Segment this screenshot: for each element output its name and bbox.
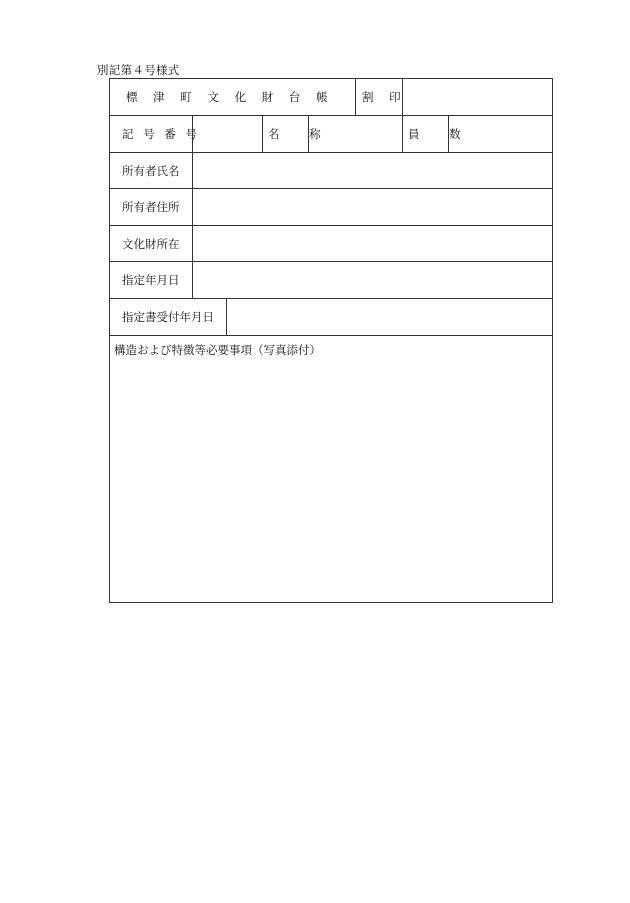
record-number-label: 記 号 番 号: [122, 127, 200, 141]
record-number-field[interactable]: [193, 116, 262, 150]
owner-address-label: 所有者住所: [122, 200, 180, 214]
seal-label: 割 印: [362, 90, 407, 104]
property-location-label: 文化財所在: [122, 237, 180, 251]
column-divider: [402, 115, 403, 152]
owner-name-label: 所有者氏名: [122, 164, 180, 178]
quantity-field[interactable]: [449, 116, 553, 150]
structure-notes-label: 構造および特徴等必要事項（写真添付）: [114, 343, 321, 357]
designation-date-field[interactable]: [193, 262, 553, 296]
name-label: 名 称: [268, 127, 334, 141]
column-divider: [262, 115, 263, 152]
seal-field[interactable]: [403, 80, 553, 114]
certificate-receipt-date-label: 指定書受付年月日: [122, 310, 214, 324]
row-divider: [110, 335, 552, 336]
form-number-label: 別記第４号様式: [97, 63, 180, 77]
certificate-receipt-date-field[interactable]: [227, 299, 553, 333]
cultural-property-register-form: [109, 78, 553, 603]
quantity-label: 員 数: [408, 127, 474, 141]
name-field[interactable]: [309, 116, 402, 150]
structure-notes-area[interactable]: [111, 361, 552, 601]
owner-address-field[interactable]: [193, 189, 553, 223]
owner-name-field[interactable]: [193, 153, 553, 187]
designation-date-label: 指定年月日: [122, 273, 180, 287]
register-title: 標 津 町 文 化 財 台 帳: [126, 90, 334, 104]
column-divider: [355, 79, 356, 115]
property-location-field[interactable]: [193, 226, 553, 260]
